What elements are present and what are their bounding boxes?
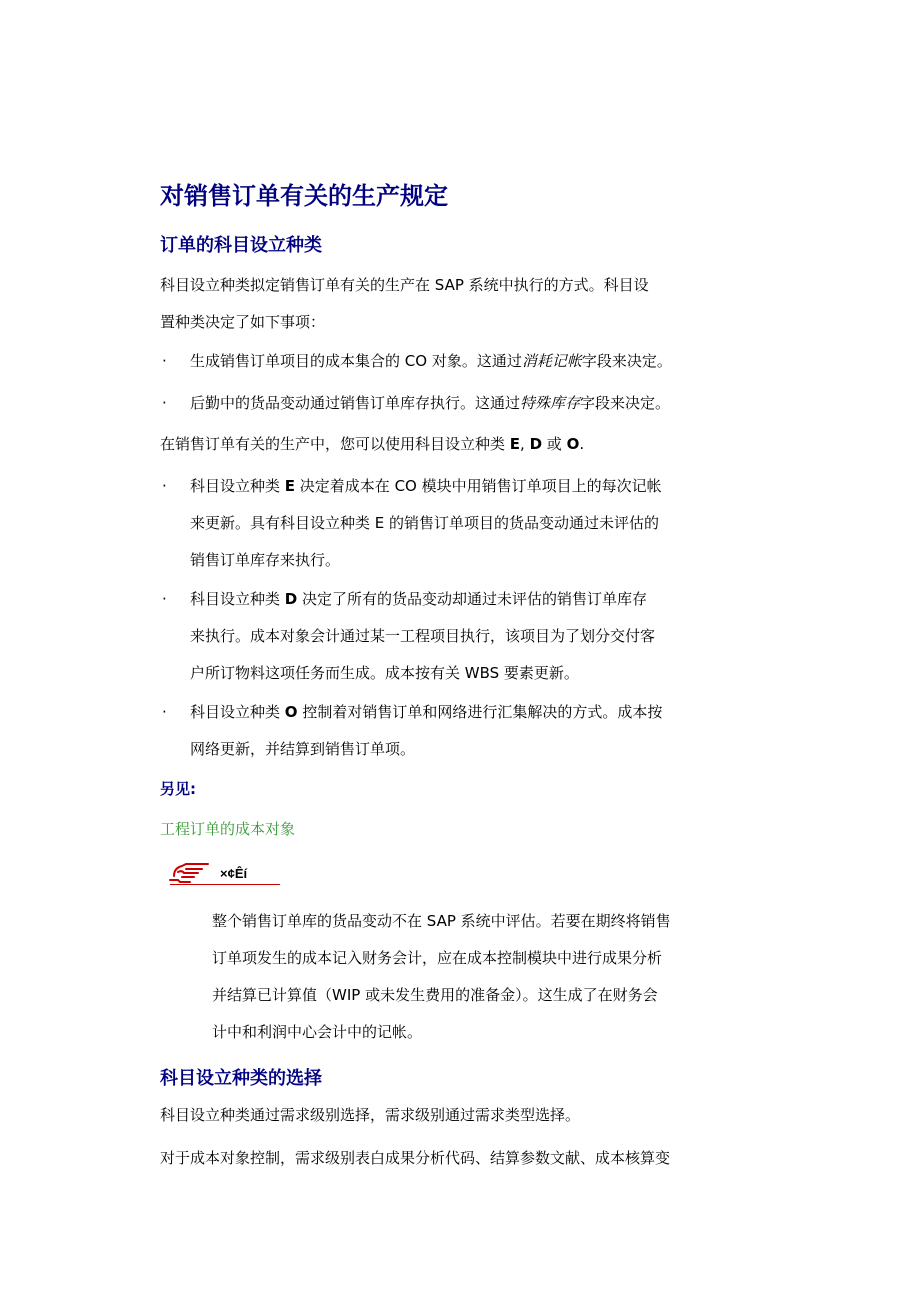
see-also-label: 另见: <box>160 780 196 798</box>
section-heading-selection: 科目设立种类的选择 <box>160 1068 322 1089</box>
key-e: E <box>284 477 296 495</box>
key-e: E <box>509 435 521 453</box>
key-o: O <box>566 435 580 453</box>
item-text: 科目设立种类 <box>190 590 285 608</box>
bullet-mark: · <box>162 394 167 412</box>
item-text: 字段来决定。 <box>581 352 672 370</box>
link-project-order-cost-object[interactable]: 工程订单的成本对象 <box>160 820 296 838</box>
usage-end: . <box>579 435 585 453</box>
item-text: 后勤中的货品变动通过销售订单库存执行。这通过 <box>190 394 521 412</box>
section-heading-account-assignment: 订单的科目设立种类 <box>160 235 322 256</box>
key-d: D <box>284 590 298 608</box>
key-o: O <box>284 703 298 721</box>
list-item-goods-movement <box>190 385 670 422</box>
item-text: 决定着成本在 CO 模块中用销售订单项目上的每次记帐 <box>295 477 662 495</box>
note-line-3: 并结算已计算值（WIP 或未发生费用的准备金）。这生成了在财务会 <box>212 986 658 1004</box>
usage-line <box>160 426 584 463</box>
list-item-type-d-line2: 来执行。成本对象会计通过某一工程项目执行，该项目为了划分交付客 <box>190 627 656 645</box>
selection-line-2: 对于成本对象控制，需求级别表白成果分析代码、结算参数文献、成本核算变 <box>160 1149 671 1167</box>
item-text: 控制着对销售订单和网络进行汇集解决的方式。成本按 <box>297 703 663 721</box>
key-d: D <box>529 435 543 453</box>
list-item-type-d-line3: 户所订物料这项任务而生成。成本按有关 WBS 要素更新。 <box>190 664 579 682</box>
list-item-co-object <box>190 343 672 380</box>
note-line-4: 计中和利润中心会计中的记帐。 <box>212 1023 423 1041</box>
bullet-mark: · <box>162 477 167 495</box>
bullet-mark: · <box>162 590 167 608</box>
usage-or: 或 <box>542 435 567 453</box>
list-item-type-e-line1 <box>190 468 662 505</box>
list-item-type-d-line1 <box>190 581 647 618</box>
item-text: 科目设立种类 <box>190 477 285 495</box>
intro-line-1: 科目设立种类拟定销售订单有关的生产在 SAP 系统中执行的方式。科目设 <box>160 276 649 294</box>
bullet-mark: · <box>162 703 167 721</box>
usage-text: 在销售订单有关的生产中，您可以使用科目设立种类 <box>160 435 510 453</box>
selection-line-1: 科目设立种类通过需求级别选择，需求级别通过需求类型选择。 <box>160 1106 581 1124</box>
list-item-type-e-line3: 销售订单库存来执行。 <box>190 551 341 569</box>
field-name-consumption-posting: 消耗记帐 <box>521 352 582 370</box>
list-item-type-e-line2: 来更新。具有科目设立种类 E 的销售订单项目的货品变动通过未评估的 <box>190 514 660 532</box>
note-line-2: 订单项发生的成本记入财务会计，应在成本控制模块中进行成果分析 <box>212 949 663 967</box>
item-text: 决定了所有的货品变动却通过未评估的销售订单库存 <box>297 590 648 608</box>
bullet-mark: · <box>162 352 167 370</box>
list-item-type-o-line2: 网络更新，并结算到销售订单项。 <box>190 740 416 758</box>
usage-sep: , <box>520 435 530 453</box>
field-name-special-stock: 特殊库存 <box>520 394 581 412</box>
note-divider <box>170 884 280 885</box>
intro-line-2: 置种类决定了如下事项： <box>160 313 326 331</box>
list-item-type-o-line1 <box>190 694 662 731</box>
item-text: 科目设立种类 <box>190 703 285 721</box>
item-text: 字段来决定。 <box>580 394 671 412</box>
note-line-1: 整个销售订单库的货品变动不在 SAP 系统中评估。若要在期终将销售 <box>212 912 671 930</box>
item-text: 生成销售订单项目的成本集合的 CO 对象。这通过 <box>190 352 522 370</box>
page-title: 对销售订单有关的生产规定 <box>160 182 448 210</box>
note-label: ×¢Êí <box>220 866 248 881</box>
